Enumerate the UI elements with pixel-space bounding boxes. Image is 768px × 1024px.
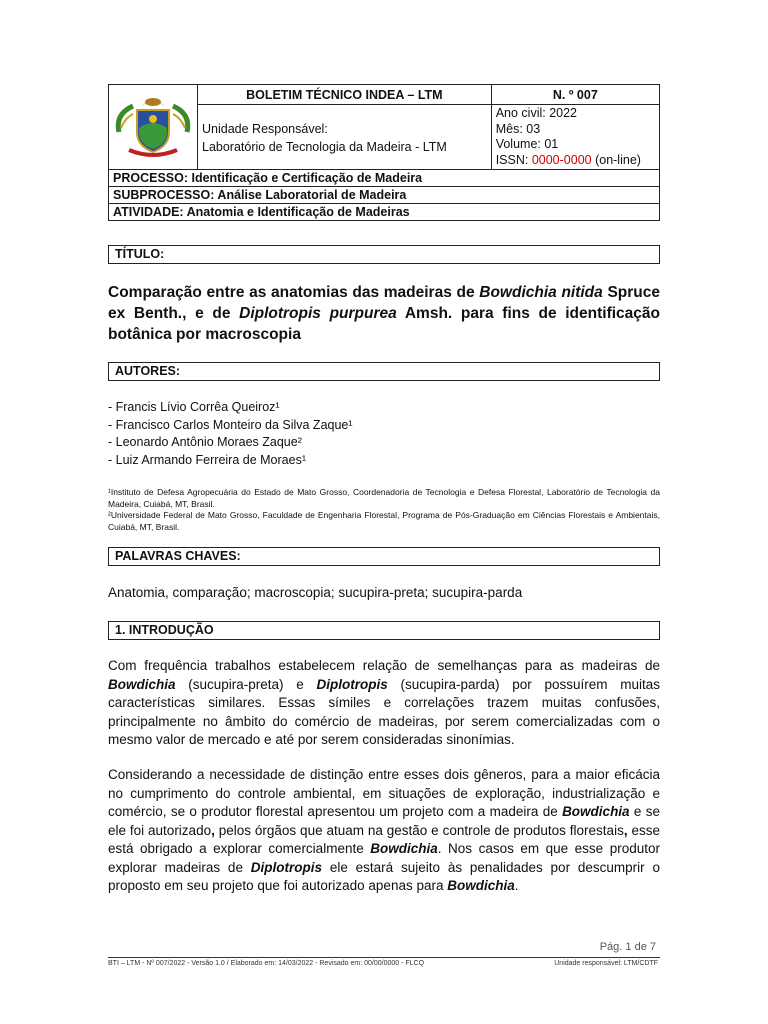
- keywords-text: Anatomia, comparação; macroscopia; sucupira-preta; sucupira-parda: [108, 585, 523, 600]
- affiliations: [108, 487, 660, 533]
- keywords-section-label: PALAVRAS CHAVES:: [108, 547, 660, 566]
- unit-cell: [198, 105, 492, 170]
- author-item: - Luiz Armando Ferreira de Moraes¹: [108, 452, 306, 467]
- coat-of-arms-icon: [111, 92, 195, 162]
- logo-cell: [109, 85, 198, 170]
- authors-list: [108, 399, 353, 469]
- intro-paragraph-2: Considerando a necessidade de distinção entre esses dois gêneros, para a maior eficácia no cumprimento do controle ambiental, em situações de exploração, industrialização e comércio, se o produtor florestal apresentou um projeto com a madeira de Bowdichia e se ele foi autorizado, pelos órgãos que atuam na gestão e controle de produtos florestais, esse está obrigado a explorar comercialmente Bowdichia. Nos casos em que esse produtor explorar madeiras de Diplotropis ele estará sujeito às penalidades por descumprir o proposto em seu projeto que foi autorizado apenas para Bowdichia.: [108, 767, 660, 893]
- subprocess-row: SUBPROCESSO: Análise Laboratorial de Madeira: [109, 187, 660, 204]
- bulletin-title: BOLETIM TÉCNICO INDEA – LTM: [198, 85, 492, 105]
- activity-row: ATIVIDADE: Anatomia e Identificação de Madeiras: [109, 204, 660, 221]
- unit-name: Laboratório de Tecnologia da Madeira - LTM: [202, 140, 447, 154]
- document-title: Comparação entre as anatomias das madeiras de Bowdichia nitida Spruce ex Benth., e de Diplotropis purpurea Amsh. para fins de identificação botânica por macroscopia: [108, 284, 660, 343]
- affiliation-item: ¹Instituto de Defesa Agropecuária do Estado de Mato Grosso, Coordenadoria de Tecnologia e Defesa Florestal, Laboratório de Tecnologia da Madeira, Cuiabá, MT, Brasil.: [108, 487, 660, 509]
- title-section-label: TÍTULO:: [108, 245, 660, 264]
- issue-info-cell: [491, 105, 659, 170]
- footer-document-info: BTI – LTM - Nº 007/2022 - Versão 1.0 / Elaborado em: 14/03/2022 - Revisado em: 00/00/0000 - FLCQ: [108, 960, 425, 967]
- authors-section-label: AUTORES:: [108, 362, 660, 381]
- author-item: - Leonardo Antônio Moraes Zaque²: [108, 435, 302, 449]
- issue-volume: Volume: 01: [495, 137, 559, 151]
- issn: ISSN: 0000-0000 (on-line): [495, 152, 641, 167]
- header-table: [108, 84, 660, 221]
- affiliation-item: ²Universidade Federal de Mato Grosso, Faculdade de Engenharia Florestal, Programa de Pós-Graduação em Ciências Florestais e Ambientais, Cuiabá, MT, Brasil.: [108, 510, 660, 532]
- unit-label: Unidade Responsável:: [202, 122, 328, 136]
- intro-paragraph-1: Com frequência trabalhos estabelecem relação de semelhanças para as madeiras de Bowdichia (sucupira-preta) e Diplotropis (sucupira-parda) por possuírem muitas características similares. Essas símiles e correlações trazem muitas confusões, principalmente no âmbito do comércio de madeiras, por serem comercializadas com o mesmo valor de mercado e até por serem consideradas sinonímias.: [108, 658, 661, 747]
- footer-unit: Unidade responsável: LTM/CDTF: [554, 960, 658, 967]
- page-number: Pág. 1 de 7: [599, 941, 656, 953]
- process-row: PROCESSO: Identificação e Certificação de Madeira: [109, 170, 660, 187]
- intro-section-label: 1. INTRODUÇÃO: [108, 621, 660, 640]
- author-item: - Francisco Carlos Monteiro da Silva Zaque¹: [108, 417, 353, 432]
- author-item: - Francis Lívio Corrêa Queiroz¹: [108, 400, 280, 414]
- issue-year: Ano civil: 2022: [495, 106, 578, 120]
- issn-value: 0000-0000: [531, 152, 592, 167]
- bulletin-number: N. º 007: [491, 85, 659, 105]
- footer-divider: [108, 957, 660, 958]
- issue-month: Mês: 03: [495, 121, 541, 136]
